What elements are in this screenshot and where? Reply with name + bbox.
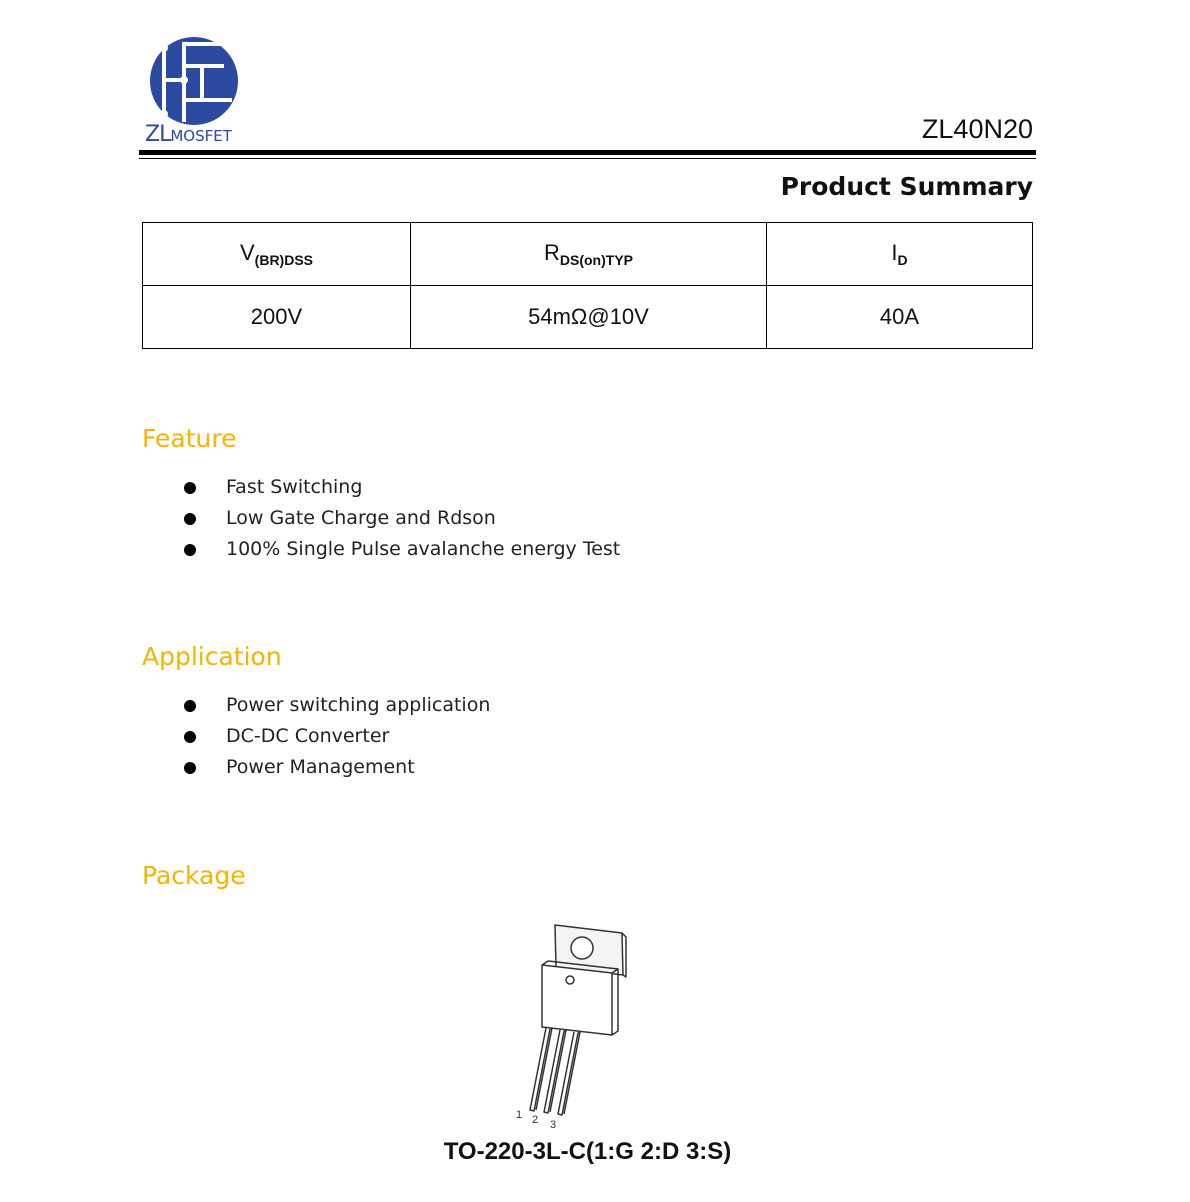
table-header-row bbox=[143, 223, 1033, 286]
header-symbol: V bbox=[239, 240, 255, 265]
list-item-text: DC-DC Converter bbox=[226, 725, 390, 747]
logo-text-main: ZL bbox=[145, 122, 171, 147]
list-item bbox=[182, 534, 620, 565]
logo-icon bbox=[140, 36, 250, 136]
list-item-text: Low Gate Charge and Rdson bbox=[226, 507, 496, 529]
product-summary-table bbox=[142, 222, 1033, 349]
package-caption: TO-220-3L-C(1:G 2:D 3:S) bbox=[443, 1138, 732, 1165]
package-heading: Package bbox=[142, 861, 246, 890]
product-summary-title: Product Summary bbox=[780, 172, 1033, 201]
list-item bbox=[182, 503, 620, 534]
table-header-vbrdss bbox=[143, 223, 411, 286]
to220-package-image bbox=[500, 915, 650, 1135]
list-item bbox=[182, 690, 490, 721]
list-item-text: 100% Single Pulse avalanche energy Test bbox=[226, 538, 621, 560]
feature-list bbox=[182, 472, 620, 565]
bullet-icon bbox=[184, 700, 196, 712]
header-subscript: (BR)DSS bbox=[254, 252, 314, 268]
pin-label-2: 2 bbox=[532, 1114, 539, 1126]
list-item-text: Power Management bbox=[226, 756, 415, 778]
table-cell-rdson: 54mΩ@10V bbox=[411, 286, 767, 349]
header-subscript: DS(on)TYP bbox=[559, 252, 633, 268]
pin-label-1: 1 bbox=[516, 1109, 523, 1121]
logo-wordmark bbox=[145, 122, 232, 147]
header-divider-thin bbox=[139, 158, 1036, 159]
feature-heading: Feature bbox=[142, 424, 237, 453]
table-cell-id: 40A bbox=[767, 286, 1033, 349]
header-divider bbox=[139, 150, 1036, 155]
pin-label-3: 3 bbox=[550, 1119, 557, 1131]
table-header-id bbox=[767, 223, 1033, 286]
application-heading: Application bbox=[142, 642, 282, 671]
list-item-text: Power switching application bbox=[226, 694, 491, 716]
list-item bbox=[182, 472, 620, 503]
bullet-icon bbox=[184, 762, 196, 774]
table-cell-vbrdss: 200V bbox=[143, 286, 411, 349]
to220-package-icon bbox=[500, 915, 650, 1135]
header-subscript: D bbox=[897, 252, 908, 268]
application-list bbox=[182, 690, 490, 783]
part-number: ZL40N20 bbox=[921, 114, 1033, 144]
bullet-icon bbox=[184, 482, 196, 494]
logo-text-sub: MOSFET bbox=[170, 127, 232, 145]
list-item-text: Fast Switching bbox=[226, 476, 363, 498]
bullet-icon bbox=[184, 513, 196, 525]
table-row bbox=[143, 286, 1033, 349]
header-symbol: I bbox=[891, 240, 898, 265]
table-header-rdson bbox=[411, 223, 767, 286]
header-symbol: R bbox=[544, 240, 560, 265]
list-item bbox=[182, 721, 490, 752]
bullet-icon bbox=[184, 731, 196, 743]
list-item bbox=[182, 752, 490, 783]
bullet-icon bbox=[184, 544, 196, 556]
